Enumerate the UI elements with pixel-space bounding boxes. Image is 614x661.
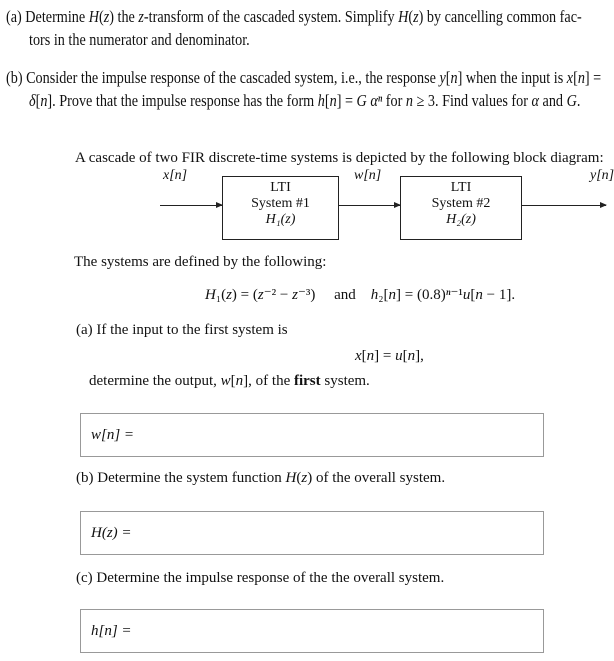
text-segment: ] =: [374, 348, 396, 364]
text-segment: ₁(: [215, 287, 227, 303]
system-equation: [205, 286, 515, 304]
text-segment: ⁻¹: [450, 287, 463, 303]
text-segment: n: [235, 373, 244, 389]
text-segment: first: [293, 373, 321, 389]
text-segment: -transform of the cascaded system. Simplify: [143, 7, 399, 26]
block-system-1: [222, 176, 339, 240]
block2-line1: LTI: [450, 180, 472, 195]
middle-arrow: [339, 205, 400, 206]
answer-a-label: w[n] =: [91, 427, 135, 443]
answer-box-c[interactable]: [80, 609, 544, 653]
text-segment: [: [573, 68, 578, 87]
part-a-input: [355, 347, 424, 365]
text-segment: determine the output,: [89, 373, 221, 389]
text-segment: H: [285, 470, 297, 486]
text-segment: ) = (: [231, 287, 258, 303]
defined-by-text: The systems are defined by the following:: [74, 254, 327, 270]
block2-transfer: H₂(z): [446, 212, 476, 227]
middle-label: w[n]: [354, 168, 382, 183]
text-segment: z: [413, 7, 419, 26]
text-segment: n: [329, 91, 337, 110]
answer-box-a[interactable]: [80, 413, 544, 457]
text-segment: α: [531, 91, 539, 110]
text-segment: ], of the: [243, 373, 294, 389]
text-segment: tors in the numerator and denominator.: [29, 30, 250, 49]
text-segment: H: [205, 287, 216, 303]
text-segment: and: [538, 91, 567, 110]
text-segment: z: [226, 287, 232, 303]
text-segment: h: [317, 91, 325, 110]
text-segment: w: [220, 373, 231, 389]
text-segment: ] =: [336, 91, 357, 110]
text-segment: for: [382, 91, 406, 110]
block1-line1: LTI: [270, 180, 291, 195]
text-segment: [: [361, 348, 367, 364]
text-segment: ≥ 3. Find values for: [412, 91, 532, 110]
text-segment: n: [577, 68, 585, 87]
text-segment: h: [370, 287, 379, 303]
text-segment: ] =: [584, 68, 602, 87]
text-segment: (: [296, 470, 302, 486]
text-segment: (a) Determine: [6, 7, 89, 26]
text-segment: [: [445, 68, 451, 87]
text-segment: z: [301, 470, 308, 486]
text-segment: δ: [29, 91, 36, 110]
part-a-text-line2: [29, 31, 250, 49]
answer-b-label: H(z) =: [91, 525, 132, 541]
block1-line2: System #1: [251, 196, 310, 211]
text-segment: z: [138, 7, 144, 26]
block2-line2: System #2: [431, 196, 491, 211]
text-segment: ] when the input is: [457, 68, 567, 87]
answer-c-label: h[n] =: [91, 623, 132, 639]
text-segment: n: [405, 91, 413, 110]
answer-box-b[interactable]: [80, 511, 544, 555]
text-segment: .: [576, 91, 581, 110]
text-segment: z: [292, 287, 298, 303]
part-b-question: [76, 469, 445, 487]
text-segment: n: [40, 91, 48, 110]
output-arrow: [522, 205, 606, 206]
block1-transfer: H₁(z): [265, 212, 296, 227]
output-label: y[n]: [590, 168, 614, 183]
text-segment: x: [566, 68, 574, 87]
text-segment: u: [462, 287, 471, 303]
text-segment: H: [88, 7, 99, 26]
text-segment: n: [407, 348, 416, 364]
text-segment: ) of the overall system.: [307, 470, 446, 486]
problem-intro: A cascade of two FIR discrete-time systems is depicted by the following block diagram:: [75, 150, 604, 166]
text-segment: u: [395, 348, 403, 364]
text-segment: x: [355, 348, 362, 364]
text-segment: ) the: [109, 7, 139, 26]
text-segment: − 1].: [482, 287, 516, 303]
text-segment: ) by cancelling common fac-: [418, 7, 582, 26]
text-segment: (: [408, 7, 414, 26]
text-segment: n: [450, 68, 458, 87]
text-segment: [: [35, 91, 41, 110]
text-segment: ₂[: [378, 287, 389, 303]
text-segment: ⁻² −: [263, 287, 293, 303]
input-label: x[n]: [163, 168, 188, 183]
text-segment: ⁿ: [445, 287, 451, 303]
part-b-text-line1: [6, 69, 601, 87]
text-segment: (: [98, 7, 104, 26]
block-system-2: [400, 176, 522, 240]
text-segment: [: [470, 287, 476, 303]
text-segment: (b) Consider the impulse response of the cascaded system, i.e., the response: [6, 68, 440, 87]
text-segment: H: [398, 7, 409, 26]
text-segment: ]. Prove that the impulse response has the form: [47, 91, 318, 110]
text-segment: [: [324, 91, 330, 110]
part-b-text-line2: [29, 92, 580, 110]
part-a-text-line1: [6, 8, 582, 26]
text-segment: [: [402, 348, 408, 364]
text-segment: z: [103, 7, 110, 26]
part-c-question: (c) Determine the impulse response of the the overall system.: [76, 570, 445, 586]
text-segment: n: [366, 348, 375, 364]
text-segment: ⁻³) and: [297, 287, 371, 303]
text-segment: ⁿ: [377, 91, 383, 110]
text-segment: y: [439, 68, 446, 87]
text-segment: ] = (0.8): [396, 287, 446, 303]
text-segment: ],: [415, 348, 424, 364]
input-arrow: [160, 205, 222, 206]
part-a-determine: [89, 372, 370, 390]
text-segment: G α: [356, 91, 378, 110]
text-segment: z: [257, 287, 264, 303]
text-segment: G: [566, 91, 577, 110]
text-segment: system.: [320, 373, 370, 389]
text-segment: [: [230, 373, 236, 389]
text-segment: n: [388, 287, 396, 303]
part-a-question: (a) If the input to the first system is: [76, 322, 288, 338]
text-segment: (b) Determine the system function: [76, 470, 286, 486]
text-segment: n: [475, 287, 483, 303]
